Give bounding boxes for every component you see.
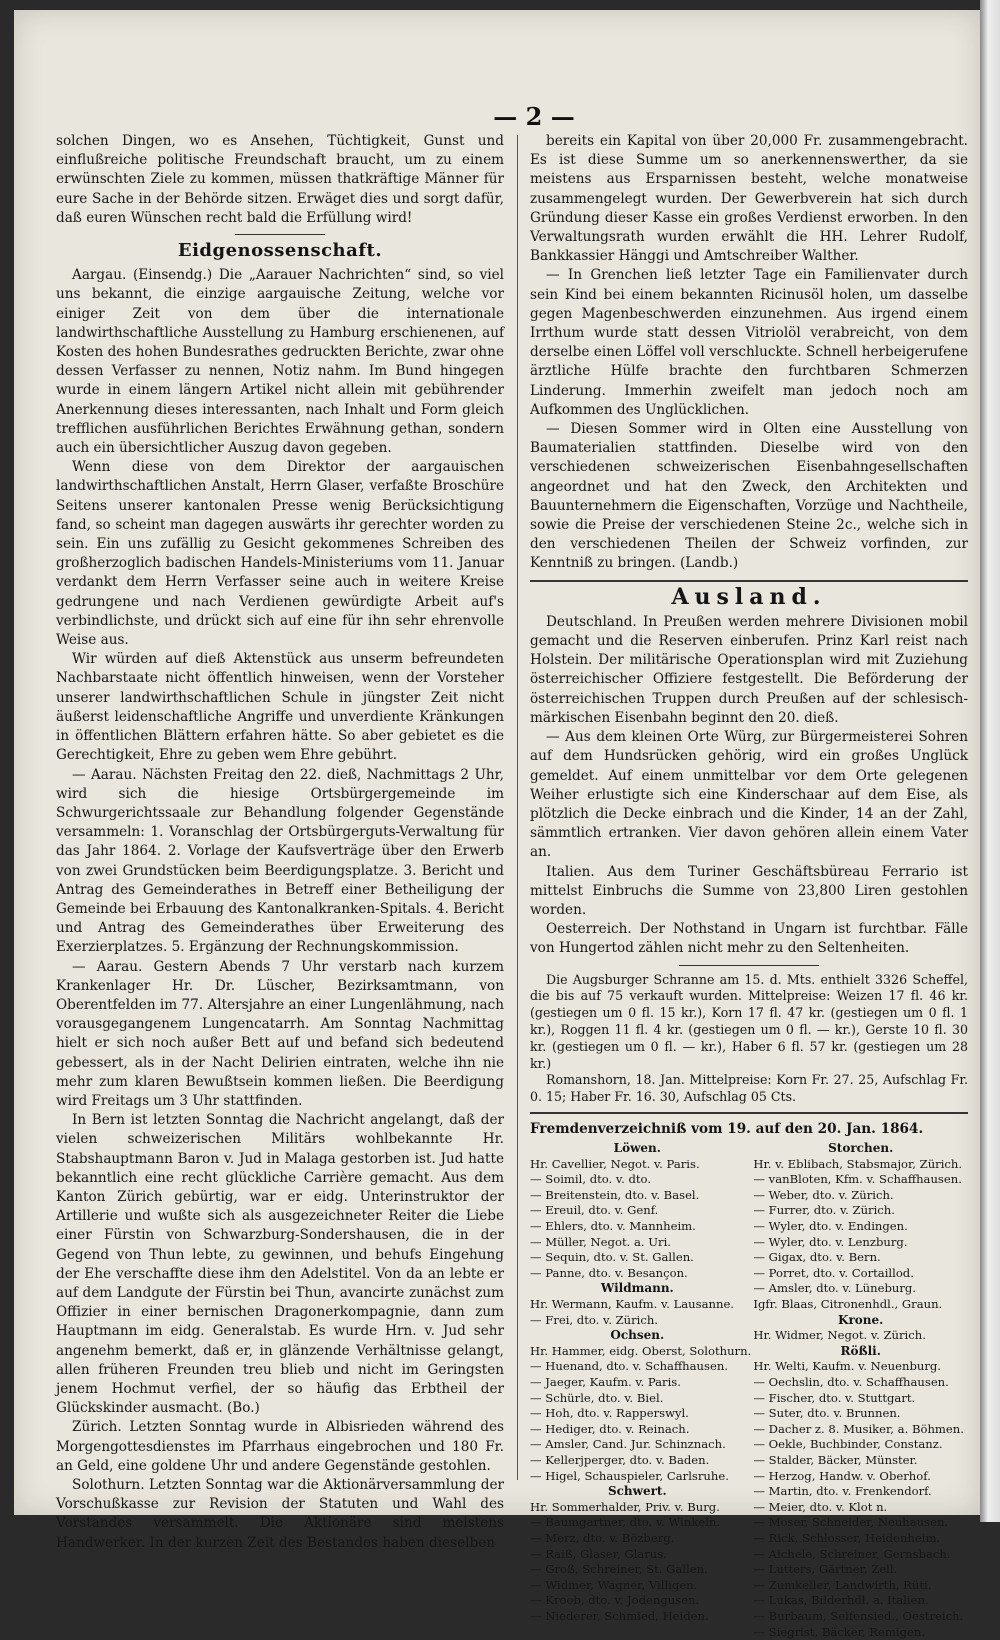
guest-entry: — Soimil, dto. v. dto.	[530, 1172, 652, 1187]
fremden-right-column	[753, 1141, 968, 1640]
guest-entry: — Jaeger, Kaufm. v. Paris.	[530, 1375, 681, 1390]
guest-entry: — Burbaum, Seifensied., Oestreich.	[753, 1608, 964, 1623]
guest-entry: Hr. Cavellier, Negot. v. Paris.	[530, 1156, 700, 1171]
right-article-list	[530, 132, 968, 574]
guest-entry: — Fischer, dto. v. Stuttgart.	[753, 1390, 916, 1405]
article-paragraph: — Aarau. Nächsten Freitag den 22. dieß, Nachmittags 2 Uhr, wird sich die hiesige Ortsbürgergemeinde im Schwurgerichtssaale zur Behandlung folgender Gegenstände versammeln: 1. Voranschlag der Ortsbürgerguts-Verwaltung für das Jahr 1864. 2. Vorlage der Kaufsverträge über den Erwerb von zwei Grundstücken beim Beerdigungsplatze. 3. Bericht und Antrag des Gemeinderathes in Betreff einer Betheiligung der Gemeinde bei Erbauung des Kantonalkranken-Spitals. 4. Bericht und Antrag des Gemeinderathes über Erweiterung des Exerzierplatzes. 5. Ergänzung der Rechnungskommission.	[56, 766, 504, 956]
section-heading-ausland: Ausland.	[671, 583, 827, 610]
article-paragraph: bereits ein Kapital von über 20,000 Fr. zusammengebracht. Es ist diese Summe um so anerkennenswerther, da sie meistens aus Ersparnissen besteht, welche monatweise zusammengelegt wurden. Der Gewerbverein hat sich durch Gründung dieser Kasse ein großes Verdienst erworben. In den Verwaltungsrath wurden erwählt die HH. Lehrer Rudolf, Bankkassier Hänggi und Amtschreiber Walther.	[530, 133, 968, 265]
article-paragraph: Deutschland. In Preußen werden mehrere Divisionen mobil gemacht und die Reserven einberufen. Prinz Karl reist nach Holstein. Der militärische Operationsplan wird mit Zuziehung österreichischer Offiziere festgestellt. Die Beförderung der österreichischen Truppen durch Preußen auf der schlesisch-märkischen Eisenbahn beginnt den 20. dieß.	[530, 613, 968, 726]
section-heading-eidgenossenschaft: Eidgenossenschaft.	[177, 240, 383, 262]
guest-entry: — Wyler, dto. v. Lenzburg.	[753, 1234, 908, 1249]
hotel-name: Storchen.	[828, 1141, 894, 1156]
guest-entry: — Ereuil, dto. v. Genf.	[530, 1203, 659, 1218]
hotel-name: Löwen.	[613, 1141, 661, 1156]
intro-paragraph: solchen Dingen, wo es Ansehen, Tüchtigkeit, Gunst und einflußreiche politische Freundschaft braucht, um zu einem erwünschten Ziele zu kommen, müssen thatkräftige Männer für eure Sache in der Behörde sitzen. Erwäget dies und sorgt dafür, daß euren Wünschen recht bald die Erfüllung wird!	[56, 133, 504, 226]
guest-entry: Hr. Welti, Kaufm. v. Neuenburg.	[753, 1359, 941, 1374]
guest-entry: — Oekle, Buchbinder, Constanz.	[753, 1437, 943, 1452]
guest-entry: — Gigax, dto. v. Bern.	[753, 1250, 881, 1265]
market-reports	[530, 972, 968, 1106]
guest-entry: — Stalder, Bäcker, Münster.	[753, 1452, 918, 1467]
page-number: — 2 —	[493, 102, 575, 131]
hotel-name: Ochsen.	[610, 1328, 665, 1343]
guest-entry: — Sequin, dto. v. St. Gallen.	[530, 1250, 694, 1265]
article-paragraph: — In Grenchen ließ letzter Tage ein Familienvater durch sein Kind bei einem bekannten Ricinusöl holen, um dasselbe gegen Magenbeschwerden einzunehmen. Aus irgend einem Irrthum wurde statt dessen Vitriolöl verabreicht, von dem derselbe einen Löffel voll verschluckte. Schnell herbeigerufene ärztliche Hülfe brachte den furchtbaren Schmerzen Linderung. Immerhin zweifelt man jedoch noch am Aufkommen des Unglücklichen.	[530, 267, 968, 418]
article-paragraph: Oesterreich. Der Nothstand in Ungarn ist furchtbar. Fälle von Hungertod zählen nicht mehr zu den Seltenheiten.	[530, 921, 968, 957]
hotel-name: Schwert.	[607, 1484, 667, 1499]
section-rule	[530, 580, 968, 582]
fremden-left-column	[530, 1141, 752, 1640]
guest-entry: — Hediger, dto. v. Reinach.	[530, 1421, 690, 1436]
article-paragraph: — Aus dem kleinen Orte Würg, zur Bürgermeisterei Sohren auf dem Hundsrücken gehörig, wird ein großes Unglück gemeldet. Auf einem unmittelbar vor dem Orte gelegenen Weiher erlustigte sich eine Kinderschaar auf dem Eise, als plötzlich die Decke einbrach und die Kinder, 14 an der Zahl, sämmtlich ertranken. Vier davon gehören allein einem Vater an.	[530, 729, 968, 861]
guest-entry: — Kellerjperger, dto. v. Baden.	[530, 1452, 710, 1467]
guest-entry: — Niederer, Schmied, Heiden.	[530, 1608, 709, 1623]
guest-entry: — Dacher z. 8. Musiker, a. Böhmen.	[753, 1421, 964, 1436]
article-paragraph: — Aarau. Gestern Abends 7 Uhr verstarb nach kurzem Krankenlager Hr. Dr. Lüscher, Bezirksamtmann, von Oberentfelden im 77. Altersjahre an einer Lungenlähmung, nach vorausgegangenem Lungencatarrh. Am Sonntag Nachmittag hielt er sich noch außer Bett auf und befand sich bedeutend gebessert, als in der Nacht Delirien eintraten, welche ihn nie mehr zum klaren Bewußtsein kommen ließen. Die Beerdigung wird Freitags um 3 Uhr stattfinden.	[56, 958, 504, 1109]
guest-entry: — Amsler, Cand. Jur. Schinznach.	[530, 1437, 726, 1452]
guest-entry: — Suter, dto. v. Brunnen.	[753, 1406, 901, 1421]
guest-entry: — Panne, dto. v. Besançon.	[530, 1265, 688, 1280]
fremden-title: Fremdenverzeichniß vom 19. auf den 20. Jan. 1864.	[530, 1120, 924, 1137]
ausland-article-list	[530, 613, 968, 959]
guest-entry: — Lutters, Gärtner, Zell.	[753, 1562, 898, 1577]
section-rule	[679, 965, 819, 966]
guest-entry: Hr. Hammer, eidg. Oberst, Solothurn.	[530, 1343, 752, 1358]
guest-entry: — Groß, Schreiner, St. Gallen.	[530, 1562, 708, 1577]
guest-entry: — Zumkeller, Landwirth, Rüti.	[753, 1577, 932, 1592]
market-report: Romanshorn, 18. Jan. Mittelpreise: Korn Fr. 27. 25, Aufschlag Fr. 0. 15; Haber Fr. 16. 30, Aufschlag 05 Cts.	[530, 1072, 968, 1105]
guest-entry: — Furrer, dto. v. Zürich.	[753, 1203, 895, 1218]
section-rule	[530, 1112, 968, 1114]
guest-entry: — Porret, dto. v. Cortaillod.	[753, 1265, 914, 1280]
guest-entry: — Meier, dto. v. Klot n.	[753, 1499, 888, 1514]
hotel-name: Krone.	[838, 1312, 884, 1327]
guest-entry: — Amsler, dto. v. Lüneburg.	[753, 1281, 916, 1296]
guest-entry: — Widmer, Wagner, Villigen.	[530, 1577, 698, 1592]
guest-entry: — Raiß, Glaser, Glarus.	[530, 1546, 667, 1561]
article-paragraph: Zürich. Letzten Sonntag wurde in Albisrieden während des Morgengottesdienstes im Pfarrhaus eingebrochen und 180 Fr. an Geld, eine goldene Uhr und andere Gegenstände gestohlen.	[56, 1419, 504, 1474]
guest-entry: — Baumgartner, dto. v. Winkeln.	[530, 1515, 721, 1530]
article-paragraph: Wenn diese von dem Direktor der aargauischen landwirthschaftlichen Anstalt, Herrn Glaser, verfaßte Broschüre Seitens unserer kantonalen Presse wenig Berücksichtigung fand, so scheint man dagegen auswärts ihr gerechter worden zu sein. Ein uns zufällig zu Gesicht gekommenes Schreiben des großherzoglich badischen Handels-Ministeriums vom 11. Januar verdankt dem Herrn Verfasser seine auch in weitere Kreise gedrungene und nach Verdienen gewürdigte Arbeit auf's verbindlichste, und drückt sich auf eine für ihn sehr ehrenvolle Weise aus.	[56, 459, 504, 649]
guest-entry: — Weber, dto. v. Zürich.	[753, 1187, 894, 1202]
article-paragraph: Italien. Aus dem Turiner Geschäftsbüreau Ferrario ist mittelst Einbruchs die Summe von 23,800 Liren gestohlen worden.	[530, 863, 968, 918]
guest-entry: — Hoh, dto. v. Rapperswyl.	[530, 1406, 689, 1421]
article-paragraph: Aargau. (Einsendg.) Die „Aarauer Nachrichten“ sind, so viel uns bekannt, die einzige aargauische Zeitung, welche vor einiger Zeit von dem über die internationale landwirthschaftliche Ausstellung zu Hamburg erschienenen, auf Kosten des hohen Bundesrathes gedruckten Berichte, zwar ohne dessen Verfasser zu nennen, Notiz nahm. Im Bund hingegen wurde in einem längern Artikel nicht allein mit gebührender Anerkennung dieses interessanten, nach Inhalt und Form gleich trefflichen ausführlichen Berichtes Erwähnung gethan, sondern auch ein übersichtlicher Auszug davon gegeben.	[56, 267, 504, 457]
article-paragraph: — Diesen Sommer wird in Olten eine Ausstellung von Baumaterialien stattfinden. Dieselbe wird von den verschiedenen schweizerischen Eisenbahngesellschaften angeordnet und hat den Zweck, den Architekten und Bauunternehmern die Eigenschaften, Vorzüge und Nachtheile, sowie die Preise der verschiedenen Steine 2c., welche sich in den verschiedenen Theilen der Schweiz vorfinden, zur Kenntniß zu bringen. (Landb.)	[530, 421, 968, 572]
guest-entry: — Aichele, Schreiner, Gernsbach.	[753, 1546, 951, 1561]
fremden-list	[530, 1141, 968, 1640]
left-article-list	[56, 266, 504, 1553]
guest-entry: — Moser, Schneider, Neuhausen.	[753, 1515, 949, 1530]
article-paragraph: Solothurn. Letzten Sonntag war die Aktionärversammlung der Vorschußkasse zur Revision der Statuten und Wahl des Vorstandes versammelt. Die Aktionäre sind meistens Handwerker. In der kurzen Zeit des Bestandes haben dieselben	[56, 1477, 504, 1551]
newspaper-page	[14, 10, 980, 1639]
hotel-name: Wildmann.	[600, 1281, 674, 1296]
page-edge	[980, 0, 1000, 1522]
right-column	[530, 132, 968, 1640]
guest-entry: — Kroob, dto. v. Jodengusen.	[530, 1593, 700, 1608]
guest-entry: Hr. Wermann, Kaufm. v. Lausanne.	[530, 1297, 734, 1312]
guest-entry: — Martin, dto. v. Frenkendorf.	[753, 1484, 932, 1499]
guest-entry: Hr. Sommerhalder, Priv. v. Burg.	[530, 1499, 720, 1514]
hotel-name: Rößli.	[840, 1343, 881, 1358]
guest-entry: — Breitenstein, dto. v. Basel.	[530, 1187, 700, 1202]
guest-entry: — Oechslin, dto. v. Schaffhausen.	[753, 1375, 949, 1390]
guest-entry: — Merz, dto. v. Bözberg.	[530, 1530, 675, 1545]
guest-entry: — vanBloten, Kfm. v. Schaffhausen.	[753, 1172, 962, 1187]
left-column	[56, 132, 504, 1553]
guest-entry: — Schürle, dto. v. Biel.	[530, 1390, 664, 1405]
guest-entry: — Higel, Schauspieler, Carlsruhe.	[530, 1468, 729, 1483]
market-report: Die Augsburger Schranne am 15. d. Mts. enthielt 3326 Scheffel, die bis auf 75 verkauft wurden. Mittelpreise: Weizen 17 fl. 46 kr. (gestiegen um 0 fl. 15 kr.), Korn 17 fl. 47 kr. (gestiegen um 0 fl. 1 kr.), Roggen 11 fl. 4 kr. (gestiegen um 0 fl. — kr.), Gerste 10 fl. 30 kr. (gestiegen um 0 fl. — kr.), Haber 6 fl. 57 kr. (gestiegen um 28 kr.)	[530, 971, 968, 1071]
guest-entry: Hr. v. Eblibach, Stabsmajor, Zürich.	[753, 1156, 963, 1171]
article-paragraph: In Bern ist letzten Sonntag die Nachricht angelangt, daß der vielen schweizerischen Militärs wohlbekannte Hr. Stabshauptmann Baron v. Jud in Malaga gestorben ist. Jud hatte bekanntlich eine recht glückliche Carrière gemacht. Aus dem Kanton Zürich gebürtig, war er eidg. Unterinstruktor der Artillerie und wußte sich als ausgezeichneter Reiter die Liebe einer Fürstin von Schwarzburg-Sondershausen, die in der Gegend von Thun lebte, zu gewinnen, und behufs Eingehung der Ehe verschaffte diese ihm den Adelstitel. Von da an lebte er auf dem Landgute der Fürstin bei Thun, avancirte zunächst zum Offizier in einer bernischen Dragonerkompagnie, dann zum Hauptmann im eidg. Generalstab. Es wurde Hrn. v. Jud sehr angenehm bemerkt, daß er, in glänzende Verhältnisse gelangt, allen früheren Freunden treu blieb und nicht im Geringsten jenem Hochmut verfiel, der so häufig das Erbtheil der Glückskinder ausmacht. (Bo.)	[56, 1112, 504, 1417]
guest-entry: — Herzog, Handw. v. Oberhof.	[753, 1468, 931, 1483]
column-divider	[517, 135, 518, 1480]
section-rule	[235, 234, 325, 235]
article-paragraph: Wir würden auf dieß Aktenstück aus unserm befreundeten Nachbarstaate nicht öffentlich hinweisen, wenn der Vorsteher unserer landwirthschaftlichen Schule in jüngster Zeit nicht äußerst leidenschaftliche Angriffe und unverdiente Kränkungen in öffentlichen Blättern erfahren hätte. So aber gebietet es die Gerechtigkeit, Ehre zu geben wem Ehre gebührt.	[56, 651, 504, 764]
guest-entry: — Frei, dto. v. Zürich.	[530, 1312, 658, 1327]
guest-entry: — Ehlers, dto. v. Mannheim.	[530, 1219, 696, 1234]
guest-entry: — Wyler, dto. v. Endingen.	[753, 1219, 908, 1234]
guest-entry: — Müller, Negot. a. Uri.	[530, 1234, 671, 1249]
guest-entry: — Lukas, Bilderhdl. a. Italien.	[753, 1593, 929, 1608]
guest-entry: — Siegrist, Bäcker, Remigen.	[753, 1624, 926, 1639]
guest-entry: Igfr. Blaas, Citronenhdl., Graun.	[753, 1297, 943, 1312]
guest-entry: — Rick, Schlosser, Heidenheim.	[753, 1530, 941, 1545]
guest-entry: — Huenand, dto. v. Schaffhausen.	[530, 1359, 728, 1374]
guest-entry: Hr. Widmer, Negot. v. Zürich.	[753, 1328, 926, 1343]
